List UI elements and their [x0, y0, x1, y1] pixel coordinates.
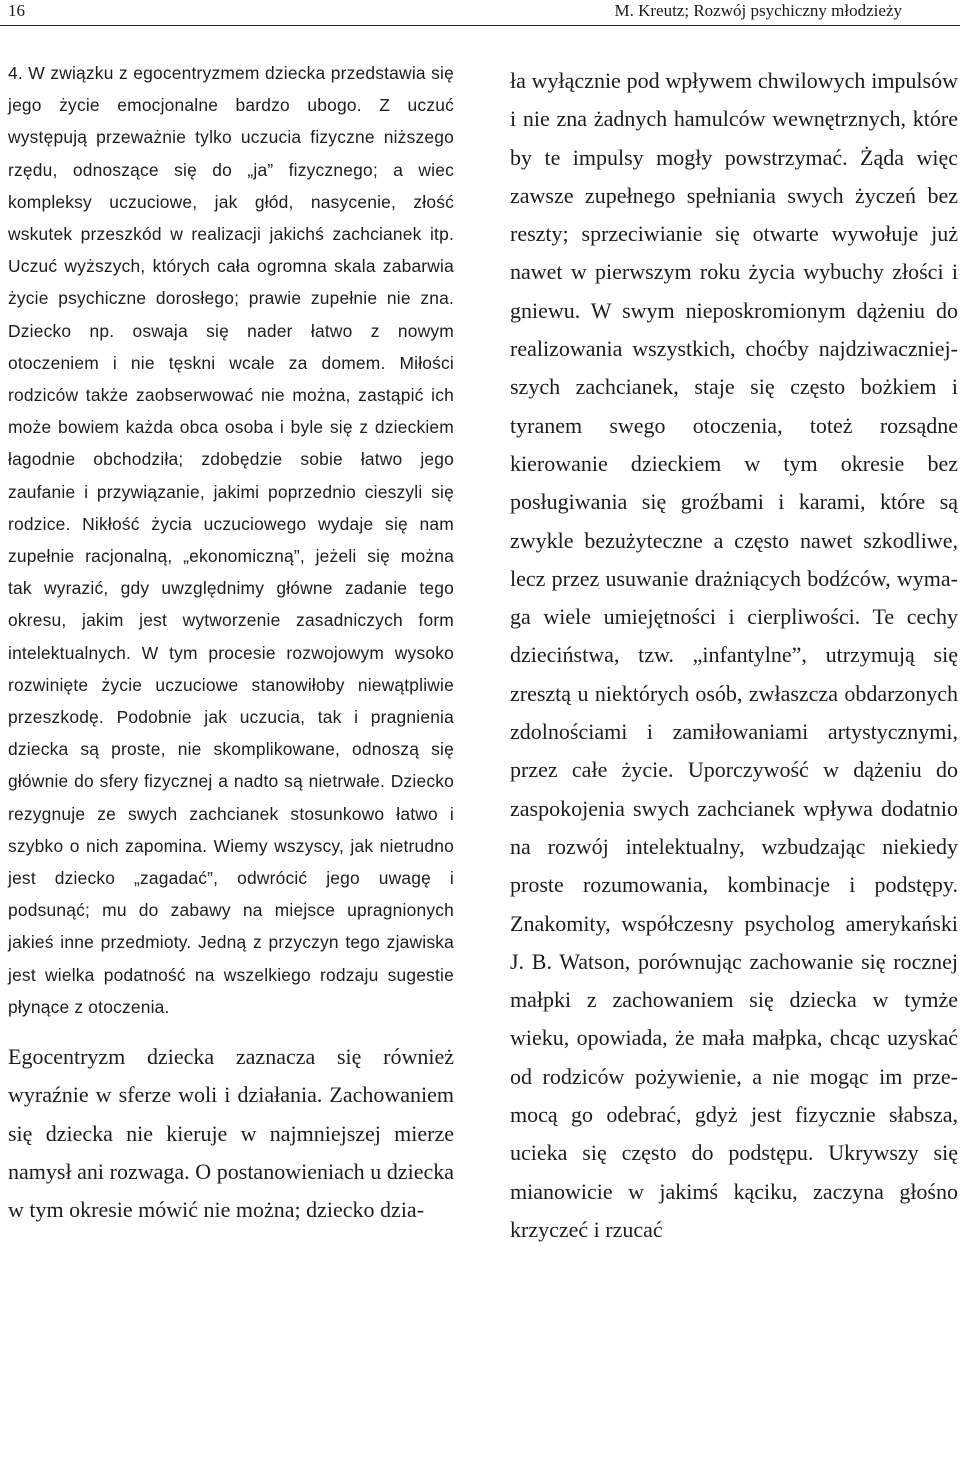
running-head: M. Kreutz; Rozwój psychiczny młodzieży [614, 1, 902, 20]
page-header [0, 0, 960, 28]
left-paragraph-will-and-action: Egocentryzm dziecka zaznacza się również wyraźnie w sferze woli i działania. Zachowaniem się dziecka nie kieruje w najmniejszej mierze namysł ani rozwaga. O postanowieniach u dziecka w tym okresie mówić nie można; dziecko dzia- [8, 1044, 454, 1222]
page-number: 16 [8, 1, 25, 20]
right-paragraph-continuation: ła wyłącznie pod wpływem chwilowych impulsów i nie zna żadnych hamulców wewnętrznych, które by te impulsy mogły powstrzymać. Żąda więc zawsze zupełnego spełniania swych życzeń bez reszty; sprzeciwianie się otwarte wywołuje już nawet w pierwszym roku życia wybuchy złości i gniewu. W swym nieposkromionym dążeniu do realizowania wszystkich, choćby najdziwaczniejszych zachcianek, staje się często bożkiem i tyranem swego otoczenia, toteż rozsądne kierowanie dzieckiem w tym okresie bez posługiwania się groźbami i karami, które są zwykle bezużyteczne a często nawet szkodliwe, lecz przez usuwanie drażniących bodźców, wymaga wiele umiejętności i cierpliwości. Te cechy dzieciństwa, tzw. „infantylne”, utrzymują się zresztą u niektórych osób, zwłaszcza obdarzonych zdolnościami i zamiłowaniami artystycznymi, przez całe życie. Uporczywość w dążeniu do zaspokojenia swych zachcianek wpływa dodatnio na rozwój intelektualny, wzbudzając niekiedy proste rozumowania, kombinacje i podstępy. Znakomity, współczesny psycholog amerykański J. B. Watson, porównując zachowanie się rocznej małpki z zachowaniem się dziecka w tymże wieku, opowiada, że mała małpka, chcąc uzyskać od rodziców pożywienie, a nie mogąc im przemocą go odebrać, gdyż jest fizycznie słabsza, ucieka się często do podstępu. Ukrywszy się mianowicie w jakimś kąciku, zaczyna głośno krzyczeć i rzucać [510, 68, 958, 1242]
left-paragraph-emotional-life: 4. W związku z egocentryzmem dziecka przedstawia się jego życie emocjonalne bardzo ubogo. Z uczuć występują przeważnie tylko uczucia fizyczne niższego rzędu, odnoszące się do „ja” fizycznego; a wiec kompleksy uczuciowe, jak głód, nasycenie, złość wskutek przeszkód w realizacji jakichś zachcianek itp. Uczuć wyższych, których cała ogromna skala zabarwia życie psychiczne dorosłego; prawie zupełnie nie zna. Dziecko np. oswaja się nader łatwo z nowym otoczeniem i nie tęskni wcale za domem. Miłości rodziców także zaobserwować nie można, zastąpić ich może bowiem każda obca osoba i byle się z dzieckiem łagodnie obchodziła; zdobędzie sobie łatwo jego zaufanie i przywiązanie, jakimi poprzednio cieszyli się rodzice. Nikłość życia uczuciowego wydaje się nam zupełnie racjonalną, „ekonomiczną”, jeżeli się można tak wyrazić, gdy uwzględnimy główne zadanie tego okresu, jakim jest wytworzenie zasadniczych form intelektualnych. W tym procesie rozwojowym wysoko rozwinięte życie uczuciowe stanowiłoby niewątpliwie przeszkodę. Podobnie jak uczucia, tak i pragnienia dziecka są proste, nie skomplikowane, odnoszą się głównie do sfery fizycznej a nadto są nietrwałe. Dziecko rezygnuje ze swych zachcianek stosunkowo łatwo i szybko o nich zapomina. Wiemy wszyscy, jak nietrudno jest dziecko „zagadać”, odwrócić jego uwagę i podsunąć; mu do zabawy na miejsce upragnionych jakieś inne przedmioty. Jedną z przyczyn tego zjawiska jest wielka podatność na wszelkiego rodzaju sugestie płynące z otoczenia. [8, 63, 454, 1017]
left-column [8, 57, 454, 1229]
right-column [510, 62, 958, 1249]
header-rule [0, 25, 960, 26]
